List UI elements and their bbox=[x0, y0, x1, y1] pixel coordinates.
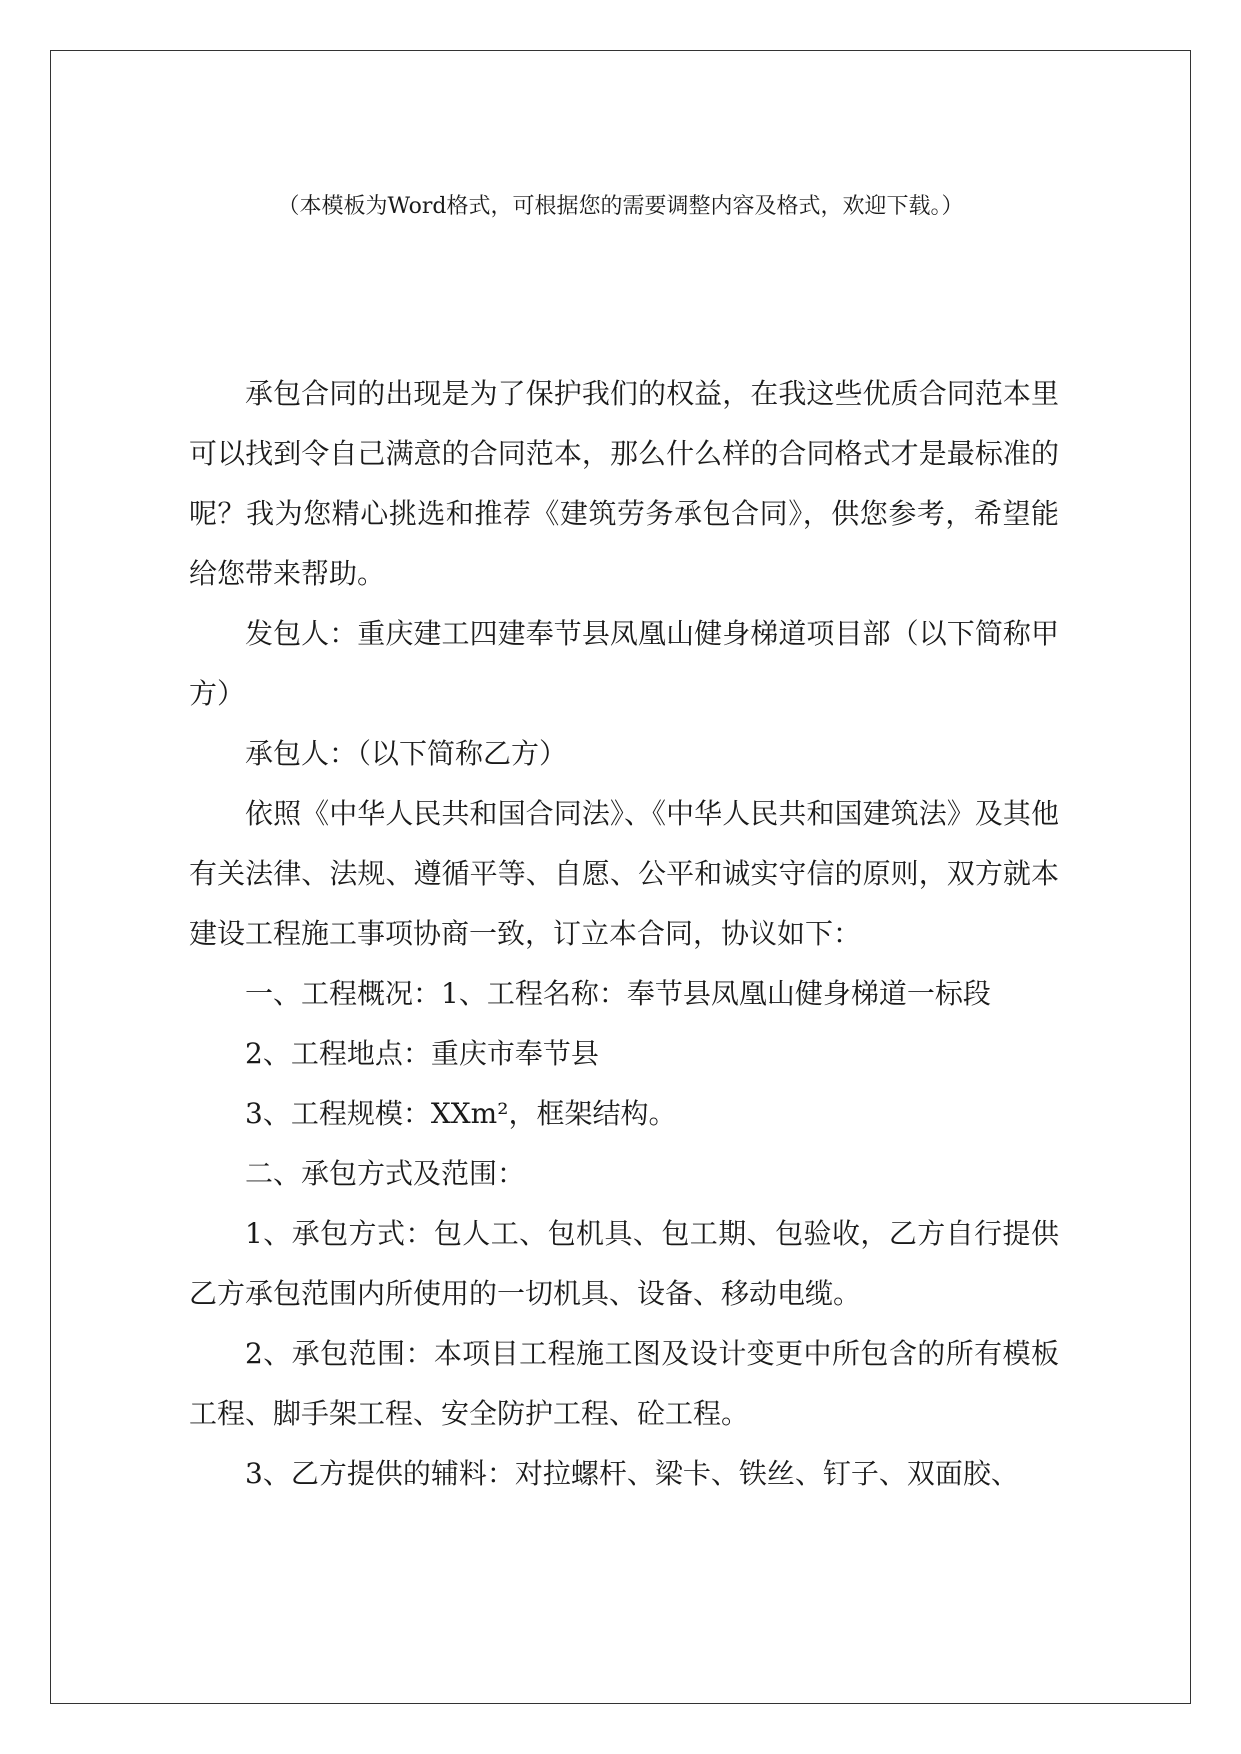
template-note: （本模板为Word格式，可根据您的需要调整内容及格式，欢迎下载。） bbox=[277, 194, 964, 219]
paragraph-section-two-heading: 二、承包方式及范围： bbox=[245, 1157, 526, 1190]
document-body bbox=[189, 364, 1059, 1504]
paragraph-employer: 发包人：重庆建工四建奉节县凤凰山健身梯道项目部（以下简称甲方） bbox=[189, 617, 1059, 710]
paragraph-intro: 承包合同的出现是为了保护我们的权益，在我这些优质合同范本里可以找到令自己满意的合同范本，那么什么样的合同格式才是最标准的呢？我为您精心挑选和推荐《建筑劳务承包合同》，供您参考，希望能给您带来帮助。 bbox=[189, 377, 1059, 590]
paragraph-auxiliary-materials: 3、乙方提供的辅料：对拉螺杆、梁卡、铁丝、钉子、双面胶、 bbox=[245, 1457, 1019, 1490]
paragraph-contract-scope: 2、承包范围：本项目工程施工图及设计变更中所包含的所有模板工程、脚手架工程、安全防护工程、砼工程。 bbox=[189, 1337, 1059, 1430]
paragraph-project-scale: 3、工程规模：XXm²，框架结构。 bbox=[245, 1097, 677, 1130]
paragraph-contract-method: 1、承包方式：包人工、包机具、包工期、包验收，乙方自行提供乙方承包范围内所使用的一切机具、设备、移动电缆。 bbox=[189, 1217, 1059, 1310]
paragraph-project-overview: 一、工程概况：1、工程名称：奉节县凤凰山健身梯道一标段 bbox=[245, 977, 991, 1010]
paragraph-contractor: 承包人：（以下简称乙方） bbox=[245, 737, 568, 770]
paragraph-legal-basis: 依照《中华人民共和国合同法》、《中华人民共和国建筑法》及其他有关法律、法规、遵循平等、自愿、公平和诚实守信的原则，双方就本建设工程施工事项协商一致，订立本合同，协议如下： bbox=[189, 797, 1059, 950]
paragraph-project-location: 2、工程地点：重庆市奉节县 bbox=[245, 1037, 599, 1070]
